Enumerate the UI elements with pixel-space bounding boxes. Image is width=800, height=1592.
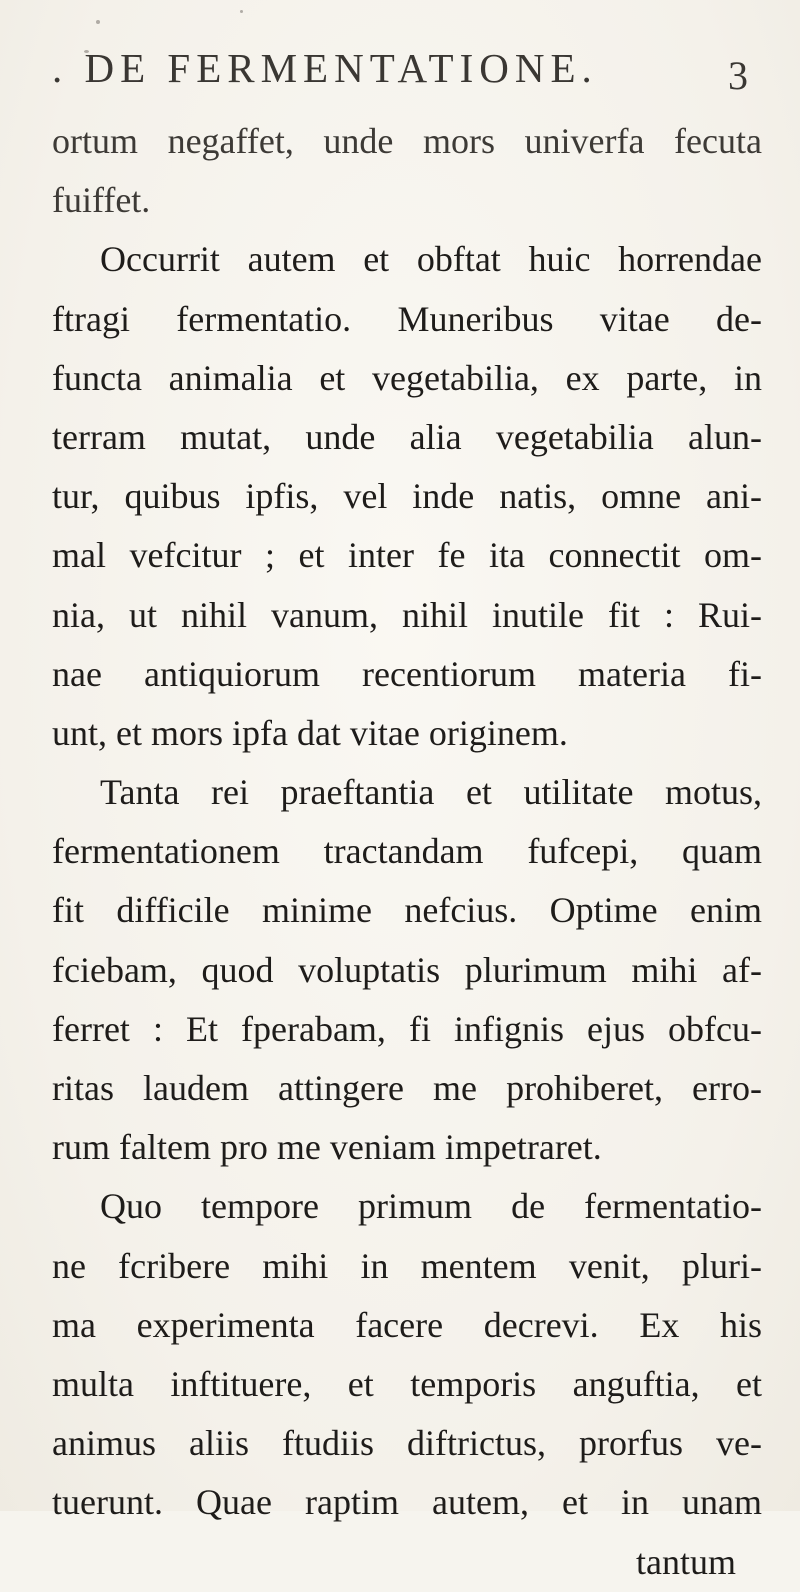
text-line: fciebam, quod voluptatis plurimum mihi af- bbox=[52, 949, 762, 990]
text-line: tur, quibus ipfis, vel inde natis, omne ani- bbox=[52, 476, 762, 517]
text-line: ma experimenta facere decrevi. Ex his bbox=[52, 1304, 762, 1345]
catchword: tantum bbox=[636, 1541, 736, 1582]
running-head bbox=[52, 44, 752, 104]
text-line: fermentationem tractandam fufcepi, quam bbox=[52, 831, 762, 872]
paragraph-first-line: Quo tempore primum de fermentatio- bbox=[100, 1186, 762, 1227]
text-line: nae antiquiorum recentiorum materia fi- bbox=[52, 653, 762, 694]
text-line: ritas laudem attingere me prohiberet, erro- bbox=[52, 1068, 762, 1108]
text-line: tuerunt. Quae raptim autem, et in unam bbox=[52, 1482, 762, 1523]
paragraph-first-line: Occurrit autem et obftat huic horrendae bbox=[100, 239, 762, 280]
text-line: ferret : Et fperabam, fi infignis ejus obfcu- bbox=[52, 1008, 762, 1049]
text-line: functa animalia et vegetabilia, ex parte, in bbox=[52, 357, 762, 398]
text-line: unt, et mors ipfa dat vitae originem. bbox=[52, 712, 568, 753]
paragraph-first-line: Tanta rei praeftantia et utilitate motus, bbox=[100, 772, 762, 813]
ink-speck bbox=[96, 20, 100, 24]
body-text bbox=[52, 112, 762, 1592]
text-line: ftragi fermentatio. Muneribus vitae de- bbox=[52, 298, 762, 339]
text-line: multa inftituere, et temporis anguftia, et bbox=[52, 1363, 762, 1404]
ink-speck bbox=[240, 10, 243, 13]
text-line: ortum negaffet, unde mors univerfa fecuta bbox=[52, 121, 762, 161]
text-line: ne fcribere mihi in mentem venit, pluri- bbox=[52, 1245, 762, 1286]
text-line: fuiffet. bbox=[52, 180, 151, 221]
page-number: 3 bbox=[728, 53, 748, 98]
text-line: nia, ut nihil vanum, nihil inutile fit : Rui- bbox=[52, 594, 762, 635]
running-title: . DE FERMENTATIONE. bbox=[52, 45, 598, 91]
text-line: terram mutat, unde alia vegetabilia alun- bbox=[52, 416, 762, 457]
text-line: animus aliis ftudiis diftrictus, prorfus ve- bbox=[52, 1423, 762, 1464]
text-line: mal vefcitur ; et inter fe ita connectit om- bbox=[52, 535, 762, 576]
text-line: rum faltem pro me veniam impetraret. bbox=[52, 1127, 602, 1168]
text-line: fit difficile minime nefcius. Optime enim bbox=[52, 890, 762, 931]
